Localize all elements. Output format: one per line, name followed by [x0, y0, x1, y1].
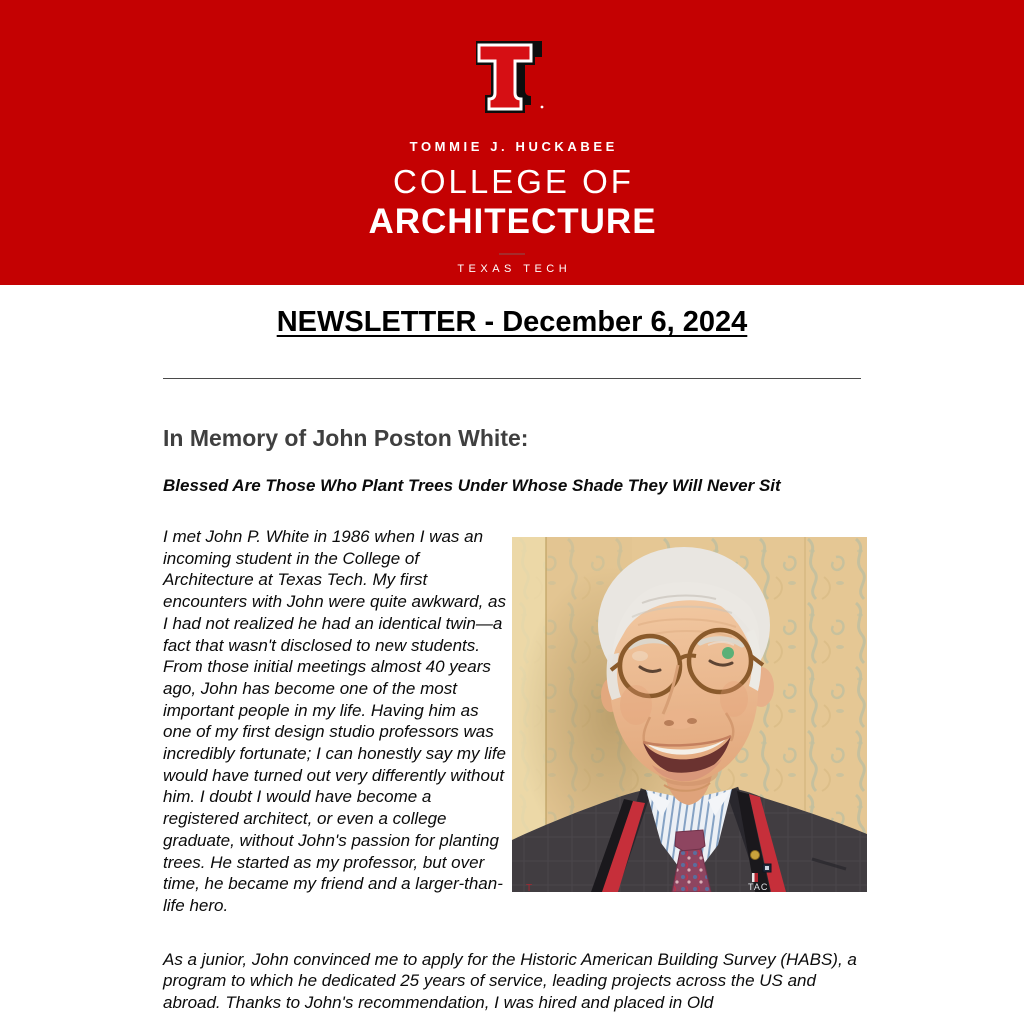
lanyard-badge-text: TAC [748, 882, 769, 892]
header-architecture: ARCHITECTURE [368, 202, 657, 241]
memorial-photo [512, 537, 867, 892]
newsletter-body [163, 306, 861, 1014]
memorial-subtitle: Blessed Are Those Who Plant Trees Under Whose Shade They Will Never Sit [163, 476, 781, 495]
trademark-symbol [541, 106, 544, 109]
memorial-columns [163, 526, 861, 917]
header-university: TEXAS TECH [457, 263, 572, 275]
memorial-paragraph-1: I met John P. White in 1986 when I was an incoming student in the College of Architecture at Texas Tech. My first encounters with John were quite awkward, as I had not realized he had an identical twin—a fact that wasn't disclosed to new students. From those initial meetings almost 40 years ago, John has become one of the most important people in my life. Having him as one of my first design studio professors was incredibly fortunate; I can honestly say my life would have turned out very differently without him. I doubt I would have become a registered architect, or even a college graduate, without John's passion for planting trees. He started as my professor, but over time, he became my friend and a larger-than-life hero. [163, 527, 507, 915]
memorial-heading: In Memory of John Poston White: [163, 425, 529, 451]
lanyard-corner-mark: T [526, 883, 533, 892]
glasses-glint [722, 647, 734, 659]
memorial-paragraph-2: As a junior, John convinced me to apply for the Historic American Building Survey (HABS), a program to which he dedicated 25 years of service, leading projects across the US and abroad. Thanks to John's recommendation, I was hired and placed in Old [163, 949, 857, 1013]
newsletter-title: NEWSLETTER - December 6, 2024 [276, 306, 748, 338]
header-banner [0, 0, 1024, 285]
header-divider-dash [499, 253, 525, 255]
double-t-front [479, 45, 543, 109]
header-college-of: COLLEGE OF [393, 163, 634, 200]
header-eyebrow: TOMMIE J. HUCKABEE [409, 139, 618, 154]
section-divider [163, 378, 861, 379]
texas-tech-double-t-logo [476, 37, 548, 113]
